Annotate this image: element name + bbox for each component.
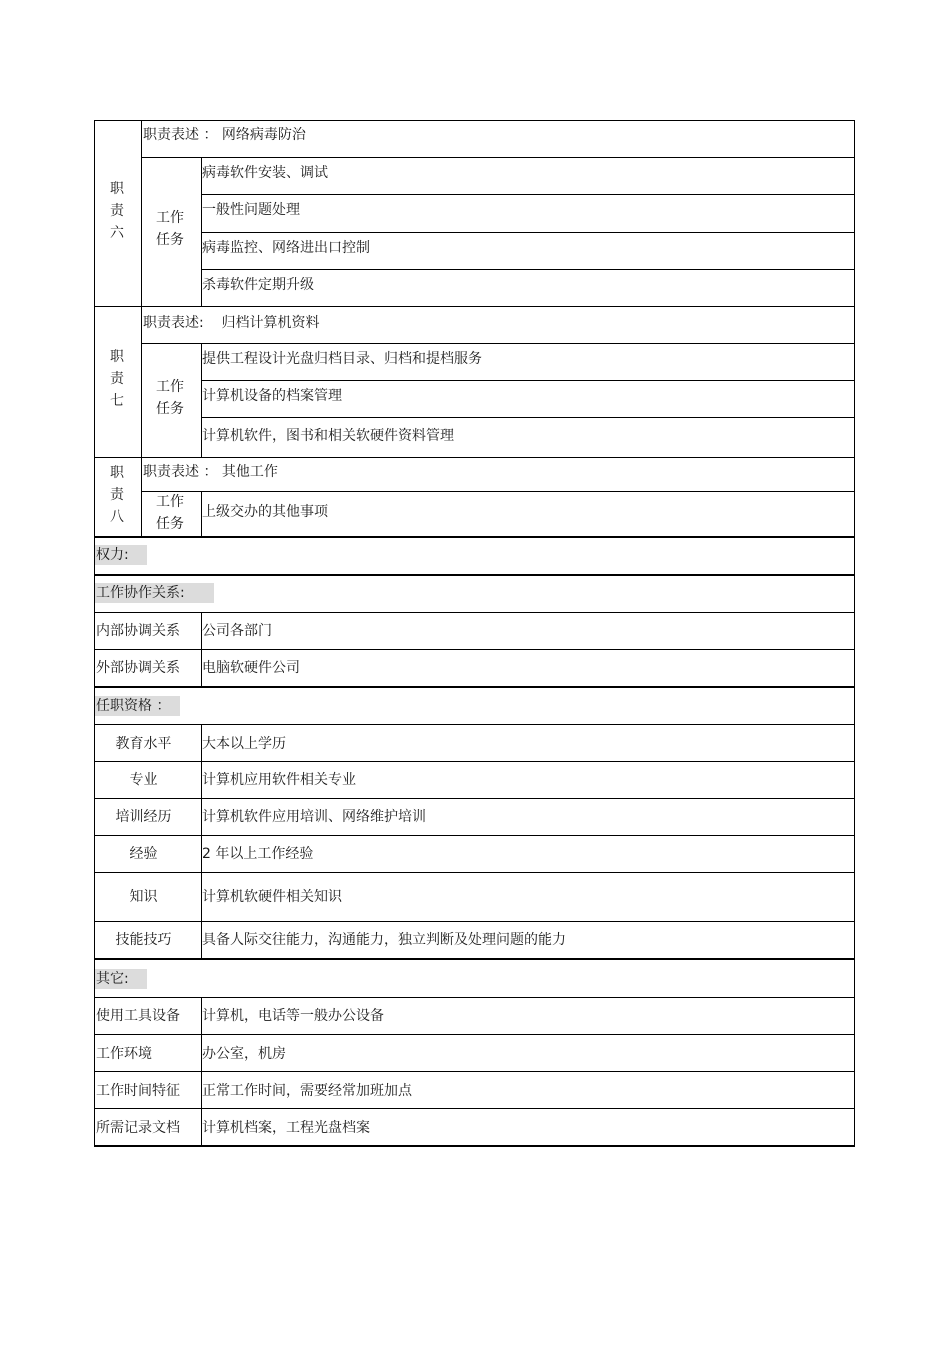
duty-description: 职责表述 ： 其他工作 — [143, 464, 278, 480]
qualification-key: 专业 — [129, 772, 158, 788]
row-divider — [141, 343, 855, 344]
qualification-key: 教育水平 — [115, 736, 172, 752]
cooperation-value: 电脑软硬件公司 — [202, 660, 300, 676]
qualification-value: 大本以上学历 — [202, 736, 286, 752]
task-item: 提供工程设计光盘归档目录、归档和提档服务 — [202, 351, 482, 367]
qualification-value: 具备人际交往能力，沟通能力，独立判断及处理问题的能力 — [202, 932, 566, 948]
row-divider — [94, 798, 855, 799]
row-divider — [94, 761, 855, 762]
row-divider — [201, 417, 855, 418]
row-divider — [201, 380, 855, 381]
other-value: 计算机档案，工程光盘档案 — [202, 1120, 370, 1136]
task-item: 计算机设备的档案管理 — [202, 388, 342, 404]
row-divider — [94, 872, 855, 873]
other-key: 工作时间特征 — [96, 1083, 180, 1099]
row-divider — [141, 491, 855, 492]
section-divider — [94, 958, 855, 960]
row-divider — [94, 1071, 855, 1072]
other-value: 计算机，电话等一般办公设备 — [202, 1008, 384, 1024]
table-border-left — [94, 120, 95, 1146]
other-key: 所需记录文档 — [96, 1120, 180, 1136]
row-divider — [94, 1108, 855, 1109]
cooperation-key: 内部协调关系 — [96, 623, 180, 639]
row-divider — [94, 612, 855, 613]
row-divider — [94, 649, 855, 650]
task-label-text: 工作 任务 — [156, 379, 184, 417]
qualification-key: 技能技巧 — [115, 932, 172, 948]
cooperation-key: 外部协调关系 — [96, 660, 180, 676]
task-item: 计算机软件，图书和相关软硬件资料管理 — [202, 428, 454, 444]
section-divider — [94, 306, 855, 307]
duty-label — [94, 178, 140, 244]
cooperation-value: 公司各部门 — [202, 623, 272, 639]
section-divider — [94, 536, 855, 538]
section-divider — [94, 574, 855, 576]
row-divider — [201, 194, 855, 195]
cooperation-title: 工作协作关系: — [96, 585, 185, 601]
qualification-key: 经验 — [129, 846, 158, 862]
task-label-text: 工作 任务 — [156, 210, 184, 248]
table-border-top — [94, 120, 855, 121]
qualification-key: 知识 — [129, 889, 158, 905]
other-value: 办公室，机房 — [202, 1046, 286, 1062]
other-title: 其它: — [96, 971, 129, 987]
task-item: 上级交办的其他事项 — [202, 504, 328, 520]
row-divider — [201, 232, 855, 233]
row-divider — [141, 157, 855, 158]
col-divider — [141, 307, 142, 457]
row-divider — [94, 724, 855, 725]
task-label-text: 工作 任务 — [156, 494, 184, 532]
other-key: 工作环境 — [96, 1046, 152, 1062]
duty-label — [94, 462, 140, 528]
task-item: 病毒监控、网络进出口控制 — [202, 240, 370, 256]
duty-label-text: 职 责 六 — [110, 181, 124, 241]
task-item: 一般性问题处理 — [202, 202, 300, 218]
col-divider — [201, 724, 202, 959]
qualification-value: 计算机软硬件相关知识 — [202, 889, 342, 905]
table-border-right — [854, 120, 855, 1146]
duty-label — [94, 346, 140, 412]
other-key: 使用工具设备 — [96, 1008, 180, 1024]
task-item: 病毒软件安装、调试 — [202, 165, 328, 181]
task-label — [146, 207, 194, 251]
table-border-bottom — [94, 1145, 855, 1147]
qualification-key: 培训经历 — [115, 809, 172, 825]
qualification-value: 计算机应用软件相关专业 — [202, 772, 356, 788]
task-item: 杀毒软件定期升级 — [202, 277, 314, 293]
duty-description: 职责表述: 归档计算机资料 — [143, 315, 320, 331]
duty-label-text: 职 责 七 — [110, 349, 124, 409]
authority-title: 权力: — [96, 547, 129, 563]
row-divider — [94, 921, 855, 922]
task-label — [146, 376, 194, 420]
qualification-title: 任职资格 ： — [96, 698, 171, 714]
task-label — [146, 491, 194, 535]
row-divider — [201, 269, 855, 270]
col-divider — [141, 120, 142, 307]
section-divider — [94, 686, 855, 688]
duty-description: 职责表述 ： 网络病毒防治 — [143, 127, 306, 143]
qualification-value: 计算机软件应用培训、网络维护培训 — [202, 809, 426, 825]
row-divider — [94, 835, 855, 836]
row-divider — [94, 997, 855, 998]
section-divider — [94, 457, 855, 458]
row-divider — [94, 1034, 855, 1035]
col-divider — [141, 457, 142, 537]
duty-label-text: 职 责 八 — [110, 465, 124, 525]
qualification-value: 2 年以上工作经验 — [202, 846, 314, 862]
other-value: 正常工作时间，需要经常加班加点 — [202, 1083, 412, 1099]
